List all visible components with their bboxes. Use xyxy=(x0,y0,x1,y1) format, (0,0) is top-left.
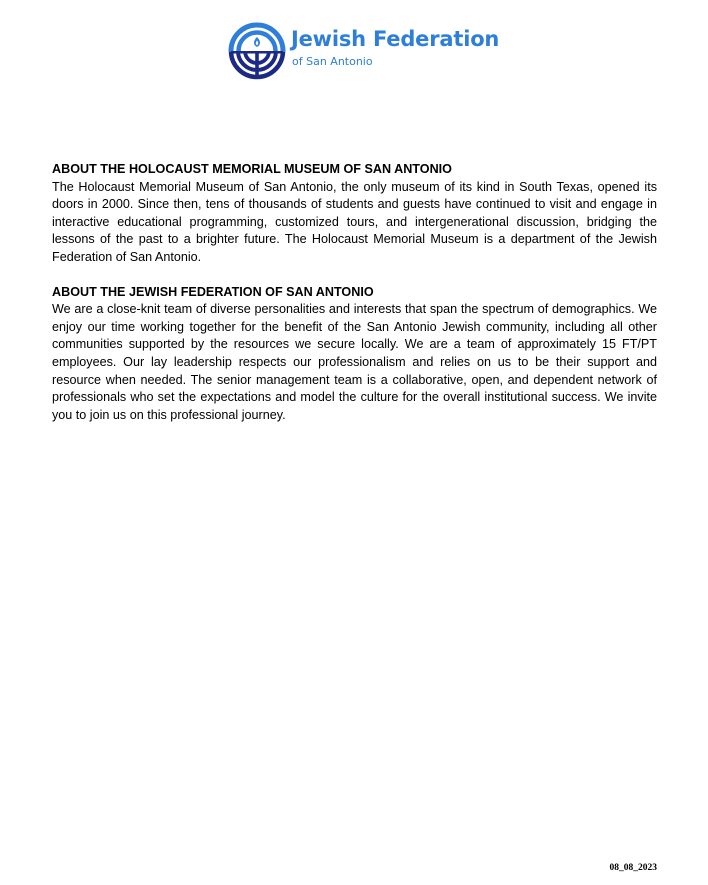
section-paragraph: The Holocaust Memorial Museum of San Antonio, the only museum of its kind in South Texas, opened its doors in 2000. Since then, tens of thousands of students and guests have continued to visit and engage in interactive educational programming, customized tours, and intergenerational discussion, bridging the lessons of the past to a brighter future. The Holocaust Memorial Museum is a department of the Jewish Federation of San Antonio. xyxy=(52,179,657,264)
logo-subtitle: of San Antonio xyxy=(292,55,373,68)
section-paragraph: We are a close-knit team of diverse personalities and interests that span the spectrum of demographics. We enjoy our time working together for the benefit of the San Antonio Jewish community, including all other communities supported by the resources we secure locally. We are a team of approximately 15 FT/PT employees. Our lay leadership respects our professionalism and relies on us to be their support and resource when needed. The senior management team is a collaborative, open, and dependent network of professionals who set the expectations and model the culture for the overall institutional success. We invite you to join us on this professional journey. xyxy=(52,302,657,422)
logo-title: Jewish Federation xyxy=(291,27,500,51)
section-holocaust-museum xyxy=(52,161,657,267)
section-jewish-federation xyxy=(52,284,657,425)
jewish-federation-logo xyxy=(228,22,500,82)
section-heading: ABOUT THE HOLOCAUST MEMORIAL MUSEUM OF SAN ANTONIO xyxy=(52,162,452,176)
menorah-emblem-icon xyxy=(228,22,286,80)
footer-date: 08_08_2023 xyxy=(609,863,657,873)
section-heading: ABOUT THE JEWISH FEDERATION OF SAN ANTONIO xyxy=(52,284,374,299)
document-body xyxy=(52,161,657,441)
